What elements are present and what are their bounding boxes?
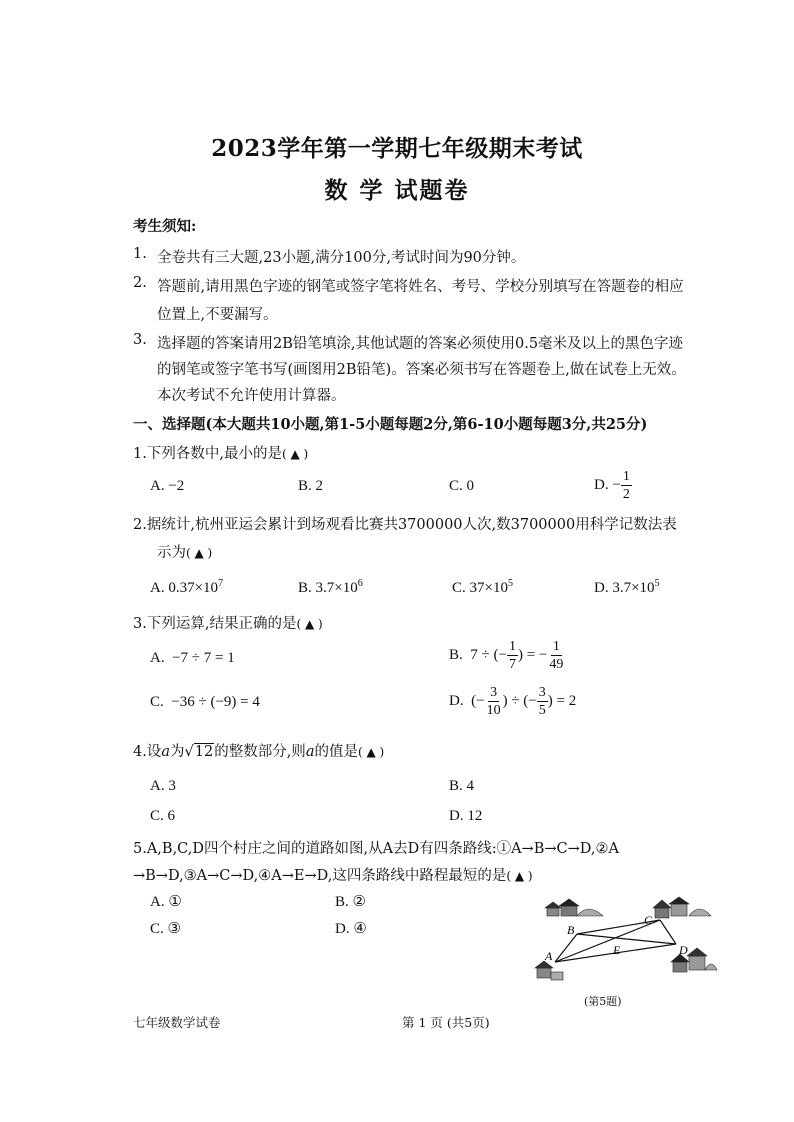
q4-a-value: 3 bbox=[168, 778, 176, 794]
q4-option-c[interactable] bbox=[150, 808, 175, 825]
q3-b-frac2 bbox=[547, 638, 565, 673]
q4-stem-mid1: 为 bbox=[170, 744, 185, 760]
notice-3-line3: 本次考试不允许使用计算器。 bbox=[157, 388, 346, 404]
q4-stem-pre: 4.设 bbox=[133, 744, 162, 760]
q5-stem-line1: 5.A,B,C,D四个村庄之间的道路如图,从A去D有四条路线:①A→B→C→D,②A bbox=[133, 841, 619, 857]
q3-d-den2: 5 bbox=[538, 703, 546, 718]
q5-option-a[interactable] bbox=[150, 892, 182, 911]
q2-b-exp: 6 bbox=[357, 578, 363, 589]
q1-d-num: 1 bbox=[622, 469, 630, 484]
q5-option-c[interactable] bbox=[150, 919, 181, 938]
footer-left: 七年级数学试卷 bbox=[133, 1015, 221, 1030]
q3-b-den2: 49 bbox=[549, 657, 564, 672]
q3-c-value: −36 ÷ (−9) = 4 bbox=[171, 694, 260, 710]
q4-sqrt-sign: √ bbox=[184, 744, 194, 760]
q4-var-a: a bbox=[161, 744, 170, 760]
q5-a-label: A. bbox=[150, 894, 165, 910]
road-c-d bbox=[660, 920, 676, 944]
q3-option-a[interactable] bbox=[150, 650, 235, 667]
notice-3-line1: 选择题的答案请用2B铅笔填涂,其他试题的答案必须使用0.5毫米及以上的黑色字迹 bbox=[157, 336, 684, 352]
exam-title: 2023学年第一学期七年级期末考试 bbox=[211, 135, 583, 162]
q4-answer-mark: ( ▲ ) bbox=[357, 745, 385, 759]
q5-answer-mark: ( ▲ ) bbox=[506, 869, 533, 883]
q1-b-value: 2 bbox=[315, 478, 324, 494]
q4-d-value: 12 bbox=[467, 808, 483, 824]
q5-c-label: C. bbox=[150, 921, 164, 937]
q2-option-d[interactable] bbox=[594, 578, 660, 597]
notice-1-line1: 全卷共有三大题,23小题,满分100分,考试时间为90分钟。 bbox=[157, 250, 526, 266]
q1-a-label: A. bbox=[150, 478, 165, 494]
footer-page-number: 第 1 页 (共5页) bbox=[402, 1015, 490, 1030]
q2-a-exp: 7 bbox=[218, 578, 224, 589]
q5-option-b[interactable] bbox=[335, 892, 366, 911]
q2-b-label: B. bbox=[298, 580, 312, 596]
q1-option-d[interactable] bbox=[594, 468, 632, 503]
q3-stem bbox=[133, 612, 323, 633]
q1-d-sign: − bbox=[612, 476, 621, 493]
q3-b-num1: 1 bbox=[508, 639, 516, 654]
q5-figure-caption: (第5题) bbox=[584, 995, 622, 1008]
exam-subtitle: 数 学 试题卷 bbox=[324, 177, 470, 204]
q2-answer-mark: ( ▲ ) bbox=[186, 546, 213, 560]
q4-a-label: A. bbox=[150, 778, 165, 794]
q2-stem-text: 示为 bbox=[157, 545, 186, 561]
q4-stem-mid3: 的值是 bbox=[314, 744, 358, 760]
q4-radicand: 12 bbox=[194, 744, 214, 760]
q1-option-c[interactable] bbox=[449, 478, 474, 495]
q5-village-road-figure bbox=[533, 896, 718, 990]
q5-option-d[interactable] bbox=[335, 919, 367, 938]
village-house-bottom-left bbox=[535, 961, 563, 980]
q3-d-mid: ) ÷ (− bbox=[502, 692, 537, 709]
q5-b-label: B. bbox=[335, 894, 349, 910]
q4-c-label: C. bbox=[150, 808, 164, 824]
q4-option-a[interactable] bbox=[150, 778, 176, 795]
notice-1-num: 1. bbox=[133, 246, 147, 262]
q3-b-den1: 7 bbox=[508, 657, 516, 672]
q4-option-d[interactable] bbox=[449, 808, 482, 825]
notice-3-line2: 的钢笔或签字笔书写(画图用2B铅笔)。答案必须书写在答题卷上,做在试卷上无效。 bbox=[157, 362, 686, 378]
q5-d-value: ④ bbox=[353, 921, 367, 937]
q3-d-label: D. bbox=[449, 692, 464, 709]
q3-answer-mark: ( ▲ ) bbox=[296, 617, 323, 631]
q4-stem-mid2: 的整数部分,则 bbox=[214, 744, 306, 760]
q2-c-base: 37×10 bbox=[469, 580, 508, 596]
q3-d-num1: 3 bbox=[490, 685, 498, 700]
point-label-a: A bbox=[545, 949, 553, 963]
q3-d-frac1 bbox=[485, 684, 503, 719]
village-house-top-left bbox=[545, 899, 603, 916]
q1-c-value: 0 bbox=[466, 478, 475, 494]
q3-b-num2: 1 bbox=[552, 639, 560, 654]
q3-option-c[interactable] bbox=[150, 694, 260, 711]
q3-a-value: −7 ÷ 7 = 1 bbox=[172, 650, 235, 666]
q4-stem bbox=[133, 740, 384, 761]
q1-stem-text: 1.下列各数中,最小的是 bbox=[133, 446, 282, 462]
q5-a-value: ① bbox=[168, 894, 182, 910]
q1-d-den: 2 bbox=[622, 487, 630, 502]
q2-d-label: D. bbox=[594, 580, 609, 596]
q2-d-exp: 5 bbox=[654, 578, 660, 589]
q2-c-exp: 5 bbox=[507, 578, 513, 589]
q1-option-b[interactable] bbox=[298, 478, 323, 495]
q2-stem-line2 bbox=[157, 541, 212, 562]
notice-3-num: 3. bbox=[133, 332, 147, 348]
q3-stem-text: 3.下列运算,结果正确的是 bbox=[133, 616, 297, 632]
q2-option-b[interactable] bbox=[298, 578, 363, 597]
q5-d-label: D. bbox=[335, 921, 350, 937]
q3-a-label: A. bbox=[150, 650, 165, 666]
q4-c-value: 6 bbox=[167, 808, 176, 824]
q3-d-frac2 bbox=[537, 684, 548, 719]
point-label-b: B bbox=[567, 923, 575, 937]
q1-d-label: D. bbox=[594, 476, 609, 493]
q3-option-d[interactable] bbox=[449, 684, 576, 719]
notice-heading: 考生须知: bbox=[133, 218, 197, 235]
q4-b-value: 4 bbox=[466, 778, 475, 794]
q1-d-fraction bbox=[621, 468, 632, 503]
q3-b-label: B. bbox=[449, 646, 463, 663]
q2-a-base: 0.37×10 bbox=[168, 580, 219, 596]
point-label-c: C bbox=[644, 913, 653, 927]
q5-c-value: ③ bbox=[167, 921, 181, 937]
q2-a-label: A. bbox=[150, 580, 165, 596]
village-house-top-right bbox=[653, 897, 711, 918]
q2-b-base: 3.7×10 bbox=[315, 580, 358, 596]
q3-option-b[interactable] bbox=[449, 638, 565, 673]
q5-stem-text: →B→D,③A→C→D,④A→E→D,这四条路线中路程最短的是 bbox=[133, 868, 507, 884]
q4-b-label: B. bbox=[449, 778, 463, 794]
q2-d-base: 3.7×10 bbox=[612, 580, 655, 596]
q1-option-a[interactable] bbox=[150, 478, 184, 495]
q4-option-b[interactable] bbox=[449, 778, 474, 795]
q1-answer-mark: ( ▲ ) bbox=[281, 447, 309, 461]
q2-option-a[interactable] bbox=[150, 578, 223, 597]
q5-b-value: ② bbox=[352, 894, 366, 910]
q3-d-den1: 10 bbox=[486, 703, 501, 718]
q3-b-frac1 bbox=[507, 638, 518, 673]
notice-2-line1: 答题前,请用黑色字迹的钢笔或签字笔将姓名、考号、学校分别填写在答题卷的相应 bbox=[157, 279, 684, 295]
q3-d-pre: (− bbox=[471, 692, 485, 709]
q3-c-label: C. bbox=[150, 694, 164, 710]
village-house-bottom-right bbox=[671, 948, 717, 972]
notice-2-num: 2. bbox=[133, 275, 147, 291]
q3-b-mid: ) = − bbox=[517, 646, 548, 663]
q1-a-value: −2 bbox=[168, 478, 185, 494]
q2-c-label: C. bbox=[452, 580, 466, 596]
section1-heading: 一、选择题(本大题共10小题,第1-5小题每题2分,第6-10小题每题3分,共25分) bbox=[133, 416, 648, 433]
q3-b-pre: 7 ÷ (− bbox=[470, 646, 507, 663]
q2-option-c[interactable] bbox=[452, 578, 513, 597]
road-b-d bbox=[577, 934, 676, 944]
q1-stem bbox=[133, 442, 308, 463]
q1-c-label: C. bbox=[449, 478, 463, 494]
notice-2-line2: 位置上,不要漏写。 bbox=[157, 307, 278, 323]
q3-d-num2: 3 bbox=[538, 685, 546, 700]
q4-var-a-2: a bbox=[305, 744, 315, 760]
point-label-e: E bbox=[613, 943, 621, 957]
point-label-d: D bbox=[679, 943, 688, 957]
q5-stem-line2 bbox=[133, 864, 533, 885]
q4-d-label: D. bbox=[449, 808, 464, 824]
q1-b-label: B. bbox=[298, 478, 312, 494]
q2-stem-line1: 2.据统计,杭州亚运会累计到场观看比赛共3700000人次,数3700000用科学记数法表 bbox=[133, 517, 677, 533]
q3-d-post: ) = 2 bbox=[547, 692, 577, 709]
